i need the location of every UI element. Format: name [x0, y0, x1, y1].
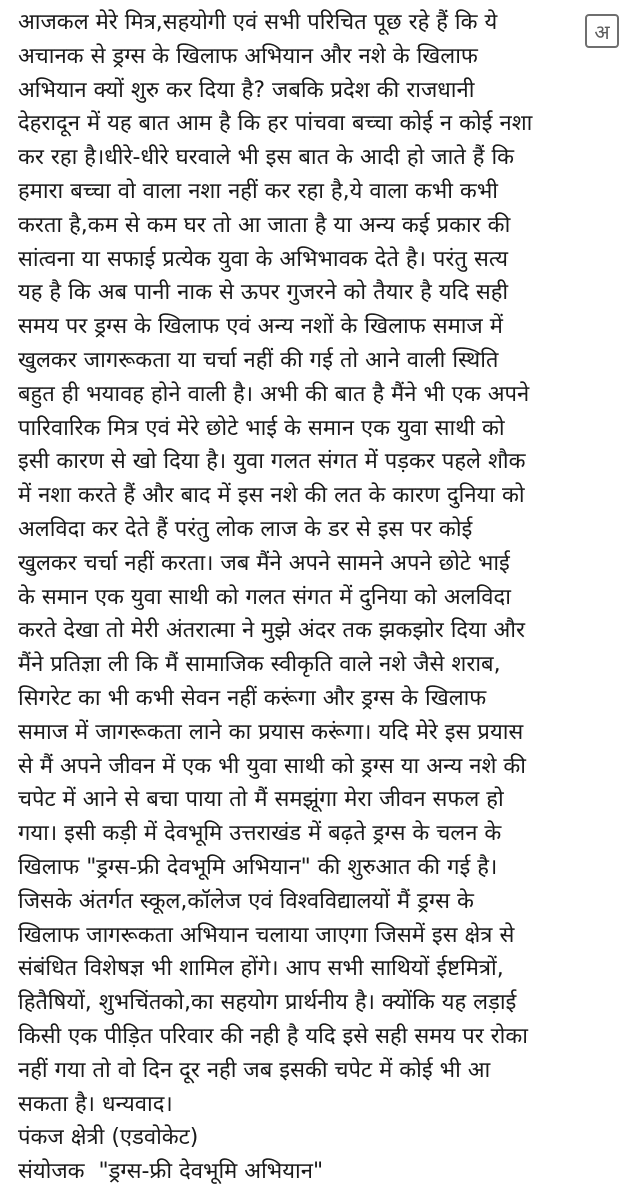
- article-line: देहरादून में यह बात आम है कि हर पांचवा बच्चा कोई न कोई नशा: [18, 111, 533, 137]
- article-line: बहुत ही भयावह होने वाली है। अभी की बात है मैंने भी एक अपने: [18, 381, 530, 407]
- article-line: करते देखा तो मेरी अंतरात्मा ने मुझे अंदर तक झकझोर दिया और: [18, 618, 526, 644]
- article-line: सकता है। धन्यवाद।: [18, 1091, 173, 1117]
- article-line: इसी कारण से खो दिया है। युवा गलत संगत में पड़कर पहले शौक: [18, 449, 526, 475]
- article-line: संबंधित विशेषज्ञ भी शामिल होंगे। आप सभी साथियों ईष्टमित्रों,: [18, 956, 504, 982]
- article-line: समय पर ड्रग्स के खिलाफ एवं अन्य नशों के खिलाफ समाज में: [18, 314, 503, 340]
- article-line: के समान एक युवा साथी को गलत संगत में दुनिया को अलविदा: [18, 584, 511, 610]
- article-line: सिगरेट का भी कभी सेवन नहीं करूंगा और ड्रग्स के खिलाफ: [18, 685, 487, 711]
- article-body: [18, 6, 578, 1189]
- signature-name: पंकज क्षेत्री (एडवोकेट): [18, 1125, 199, 1151]
- article-line: खुलकर जागरूकता या चर्चा नहीं की गई तो आने वाली स्थिति: [18, 347, 499, 373]
- article-line: अचानक से ड्रग्स के खिलाफ अभियान और नशे के खिलाफ: [18, 43, 478, 69]
- article-line: मैंने प्रतिज्ञा ली कि मैं सामाजिक स्वीकृति वाले नशे जैसे शराब,: [18, 652, 501, 678]
- article-line: कर रहा है।धीरे-धीरे घरवाले भी इस बात के आदी हो जाते हैं कि: [18, 145, 515, 171]
- article-line: जिसके अंतर्गत स्कूल,कॉलेज एवं विश्वविद्यालयों मैं ड्रग्स के: [18, 888, 474, 914]
- article-line: सांत्वना या सफाई प्रत्येक युवा के अभिभावक देते है। परंतु सत्य: [18, 246, 508, 272]
- translate-icon: अ: [594, 19, 610, 44]
- article-line: से मैं अपने जीवन में एक भी युवा साथी को ड्रग्स या अन्य नशे की: [18, 753, 527, 779]
- article-line: पारिवारिक मित्र एवं मेरे छोटे भाई के समान एक युवा साथी को: [18, 415, 505, 441]
- article-line: खिलाफ जागरूकता अभियान चलाया जाएगा जिसमें इस क्षेत्र से: [18, 922, 515, 948]
- signature-title: संयोजक "ड्रग्स-फ्री देवभूमि अभियान": [18, 1159, 324, 1185]
- article-line: अलविदा कर देते हैं परंतु लोक लाज के डर से इस पर कोई: [18, 516, 473, 542]
- article-line: हितैषियों, शुभचिंतको,का सहयोग प्रार्थनीय है। क्योंकि यह लड़ाई: [18, 990, 517, 1016]
- article-line: समाज में जागरूकता लाने का प्रयास करूंगा। यदि मेरे इस प्रयास: [18, 719, 524, 745]
- article-line: नहीं गया तो वो दिन दूर नही जब इसकी चपेट में कोई भी आ: [18, 1057, 491, 1083]
- article-line: किसी एक पीड़ित परिवार की नही है यदि इसे सही समय पर रोका: [18, 1023, 528, 1049]
- article-line: खुलकर चर्चा नहीं करता। जब मैंने अपने सामने अपने छोटे भाई: [18, 550, 510, 576]
- article-line: आजकल मेरे मित्र,सहयोगी एवं सभी परिचित पूछ रहे हैं कि ये: [18, 10, 498, 35]
- translate-button[interactable]: [585, 14, 619, 48]
- article-line: यह है कि अब पानी नाक से ऊपर गुजरने को तैयार है यदि सही: [18, 280, 509, 306]
- article-line: हमारा बच्चा वो वाला नशा नहीं कर रहा है,ये वाला कभी कभी: [18, 178, 498, 204]
- article-line: करता है,कम से कम घर तो आ जाता है या अन्य कई प्रकार की: [18, 212, 511, 238]
- article-line: अभियान क्यों शुरु कर दिया है? जबकि प्रदेश की राजधानी: [18, 77, 475, 103]
- article-line: गया। इसी कड़ी में देवभूमि उत्तराखंड में बढ़ते ड्रग्स के चलन के: [18, 821, 502, 847]
- article-line: में नशा करते हैं और बाद में इस नशे की लत के कारण दुनिया को: [18, 483, 525, 509]
- article-line: खिलाफ "ड्रग्स-फ्री देवभूमि अभियान" की शुरुआत की गई है।: [18, 854, 498, 880]
- article-line: चपेट में आने से बचा पाया तो मैं समझूंगा मेरा जीवन सफल हो: [18, 787, 504, 813]
